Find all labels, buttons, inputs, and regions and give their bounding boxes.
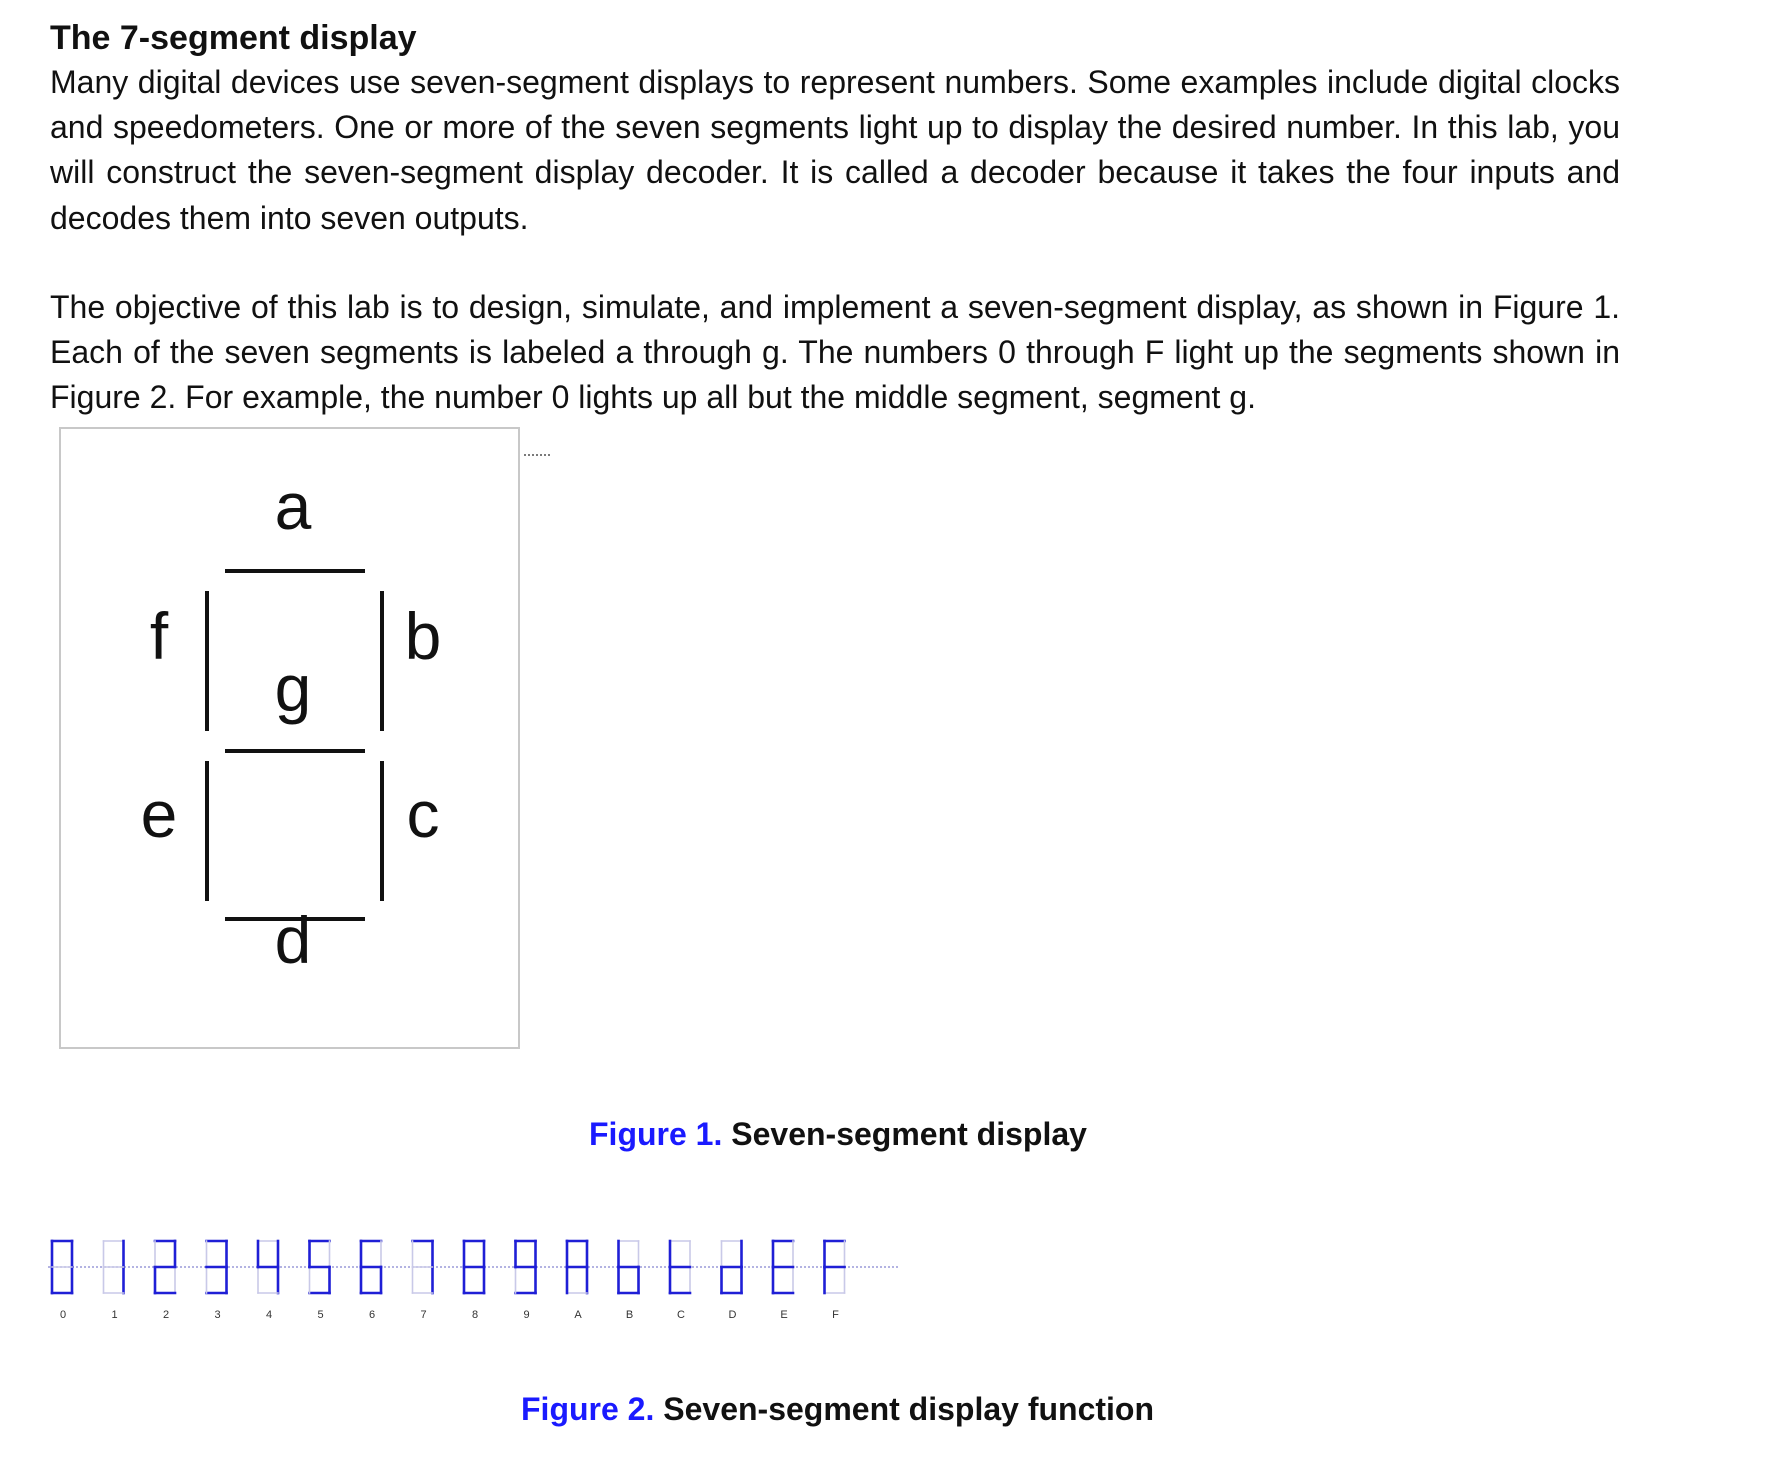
figure-1-caption xyxy=(589,1114,1087,1154)
digit-A-label: A xyxy=(574,1309,582,1321)
figure-2-caption-text: Seven-segment display function xyxy=(654,1391,1155,1427)
digit-C xyxy=(670,1241,690,1321)
digit-E-label: E xyxy=(780,1309,788,1321)
digit-D xyxy=(722,1241,742,1321)
digit-5-label: 5 xyxy=(317,1309,324,1321)
digit-1-label: 1 xyxy=(111,1309,118,1321)
digit-4 xyxy=(258,1241,278,1321)
digit-7 xyxy=(413,1241,433,1321)
digit-E xyxy=(773,1241,793,1321)
digit-5 xyxy=(310,1241,330,1321)
label-e: e xyxy=(140,777,178,851)
digit-3 xyxy=(207,1241,227,1321)
label-b: b xyxy=(404,599,442,673)
figure-1-anchor-mark xyxy=(524,454,550,456)
digit-D-label: D xyxy=(728,1309,737,1321)
digit-0-label: 0 xyxy=(59,1309,67,1321)
figure-1-caption-text: Seven-segment display xyxy=(722,1116,1087,1152)
digit-2 xyxy=(155,1241,175,1321)
digit-1 xyxy=(104,1241,124,1321)
digit-B-label: B xyxy=(625,1309,634,1321)
segment-diagram-svg xyxy=(61,429,522,1051)
section-heading: The 7-segment display xyxy=(50,19,417,57)
label-a: a xyxy=(274,469,312,543)
digit-F-label: F xyxy=(832,1309,839,1321)
figure-1-caption-number: Figure 1. xyxy=(589,1116,723,1152)
intro-paragraph: Many digital devices use seven-segment displays to represent numbers. Some examples include digital clocks and speedometers. One or more of the seven segments light up to display the desired number. In this lab, you will construct the seven-segment display decoder. It is called a decoder because it takes the four inputs and decodes them into seven outputs. xyxy=(50,64,1620,236)
digit-9 xyxy=(516,1241,536,1321)
label-g: g xyxy=(274,651,312,725)
digit-2-label: 2 xyxy=(162,1309,170,1321)
label-d: d xyxy=(274,903,312,977)
digit-8 xyxy=(464,1241,484,1321)
digit-A xyxy=(567,1241,587,1321)
digit-6-label: 6 xyxy=(368,1309,376,1321)
digit-F xyxy=(825,1241,845,1321)
digit-9-label: 9 xyxy=(523,1309,530,1321)
figure-2-digit-strip xyxy=(48,1235,908,1345)
digit-B xyxy=(619,1241,639,1321)
digit-3-label: 3 xyxy=(214,1309,221,1321)
objective-paragraph: The objective of this lab is to design, simulate, and implement a seven-segment display, as shown in Figure 1. Each of the seven segments is labeled a through g. The numbers 0 through F light up the segments shown in Figure 2. For example, the number 0 lights up all but the middle segment, segment g. xyxy=(50,289,1620,416)
digit-C-label: C xyxy=(677,1309,685,1321)
figure-2-caption xyxy=(521,1389,1154,1429)
digit-7-label: 7 xyxy=(420,1309,427,1321)
digit-6 xyxy=(361,1241,381,1321)
digit-8-label: 8 xyxy=(471,1309,479,1321)
label-f: f xyxy=(149,599,169,673)
figure-2-caption-number: Figure 2. xyxy=(521,1391,655,1427)
digit-4-label: 4 xyxy=(265,1309,273,1321)
figure-1-seven-segment-diagram xyxy=(59,427,520,1049)
digit-0 xyxy=(52,1241,72,1321)
label-c: c xyxy=(406,777,440,851)
